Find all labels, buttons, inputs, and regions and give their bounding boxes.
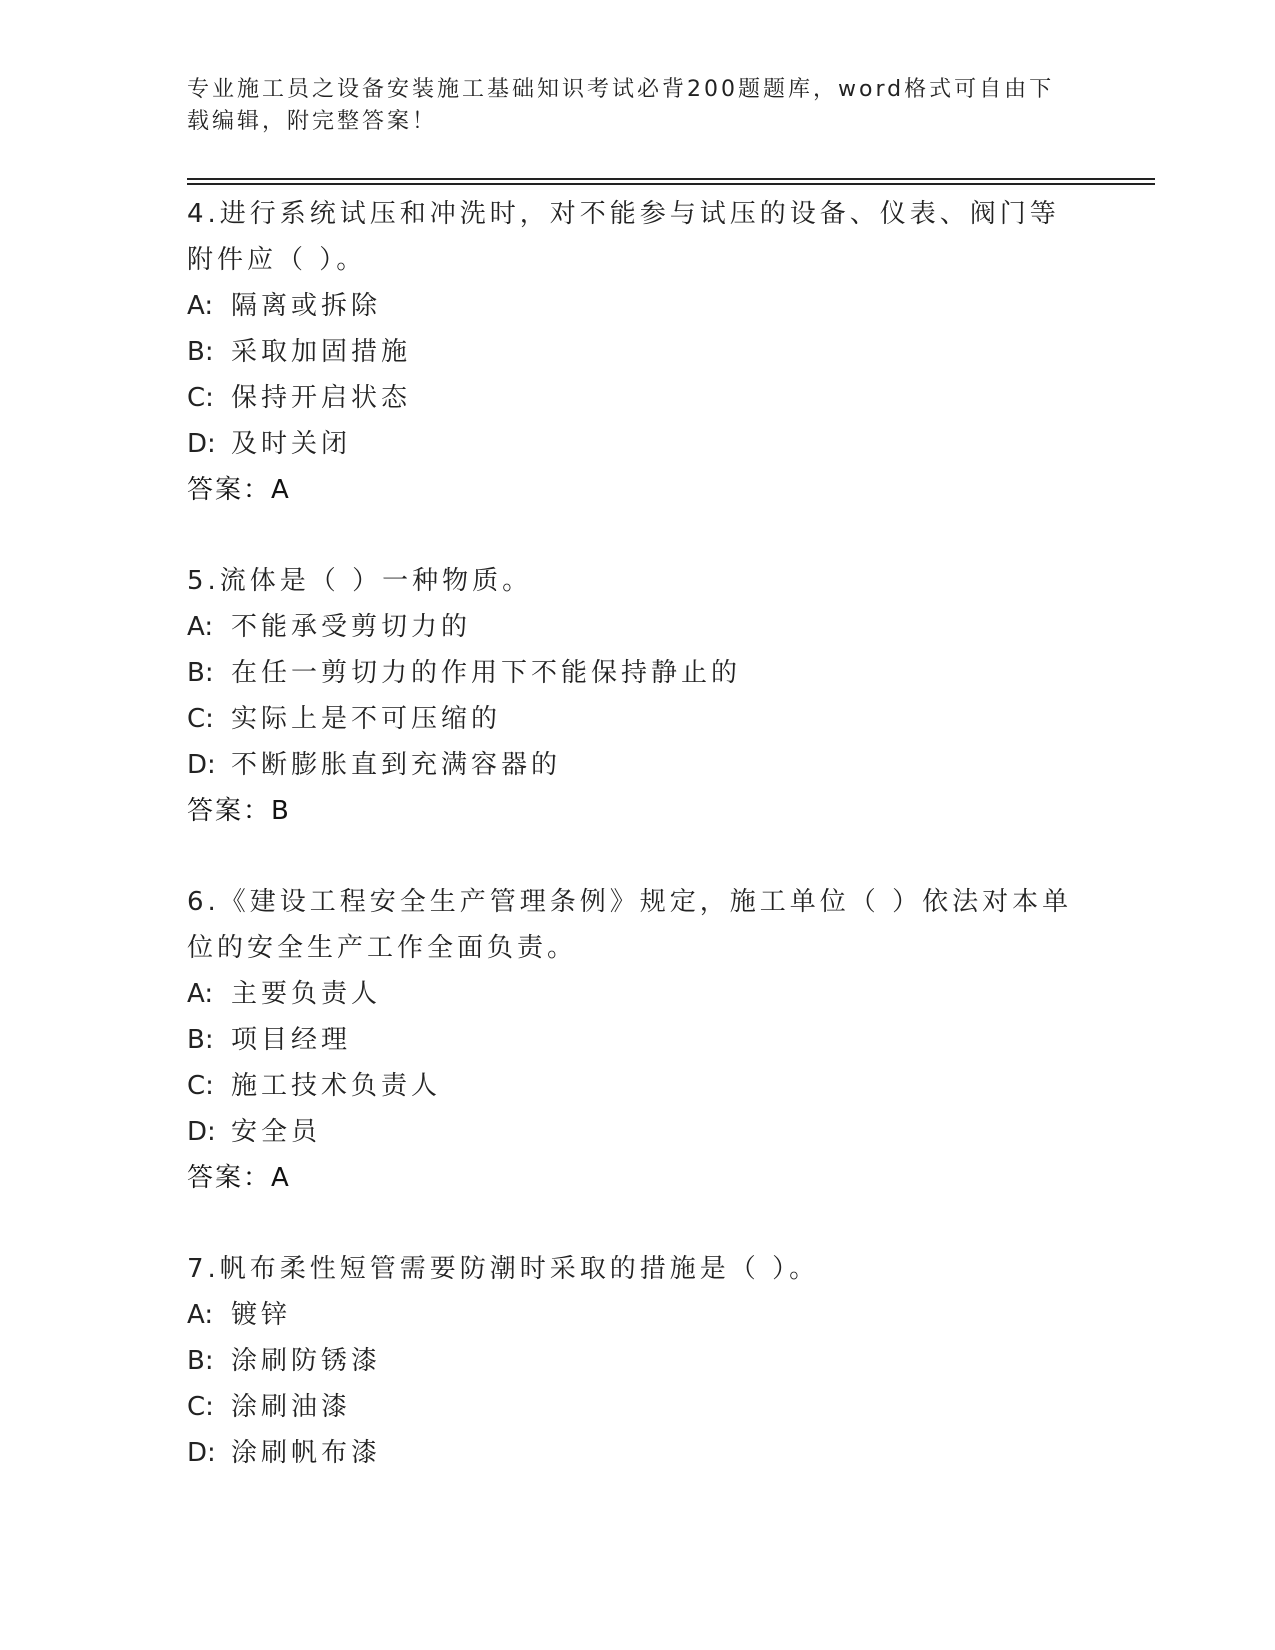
- option-text: 涂刷油漆: [231, 1392, 352, 1422]
- option-text: 镀锌: [231, 1300, 292, 1330]
- option-b: [187, 329, 1087, 375]
- option-letter: C:: [187, 383, 214, 413]
- option-d: [187, 742, 1087, 788]
- option-letter: C:: [187, 1071, 214, 1101]
- question-6: [187, 879, 1087, 1201]
- option-letter: A:: [187, 612, 214, 642]
- answer-line: 答案：B: [187, 796, 291, 826]
- option-letter: A:: [187, 979, 214, 1009]
- option-c: [187, 1063, 1087, 1109]
- option-c: [187, 1384, 1087, 1430]
- question-stem: 7.帆布柔性短管需要防潮时采取的措施是（ ）。: [187, 1254, 820, 1284]
- option-letter: D:: [187, 1117, 216, 1147]
- option-b: [187, 650, 1087, 696]
- option-letter: B:: [187, 1025, 214, 1055]
- question-stem: 4.进行系统试压和冲洗时，对不能参与试压的设备、仪表、阀门等附件应（ ）。: [187, 199, 1060, 275]
- option-c: [187, 696, 1087, 742]
- option-text: 项目经理: [231, 1025, 352, 1055]
- question-list: [187, 191, 1087, 1521]
- option-a: [187, 971, 1087, 1017]
- header-divider-top: [187, 178, 1155, 180]
- option-text: 不断膨胀直到充满容器的: [231, 750, 562, 780]
- option-c: [187, 375, 1087, 421]
- option-b: [187, 1338, 1087, 1384]
- option-text: 实际上是不可压缩的: [231, 704, 502, 734]
- option-text: 主要负责人: [231, 979, 382, 1009]
- option-letter: B:: [187, 337, 214, 367]
- option-letter: A:: [187, 291, 214, 321]
- document-header: 专业施工员之设备安装施工基础知识考试必背200题题库，word格式可自由下载编辑，附完整答案！: [187, 77, 1055, 134]
- option-letter: B:: [187, 658, 214, 688]
- option-d: [187, 421, 1087, 467]
- header-divider-bottom: [187, 183, 1155, 185]
- option-text: 涂刷帆布漆: [231, 1438, 382, 1468]
- option-letter: D:: [187, 750, 216, 780]
- option-letter: A:: [187, 1300, 214, 1330]
- option-d: [187, 1430, 1087, 1476]
- option-text: 在任一剪切力的作用下不能保持静止的: [231, 658, 742, 688]
- option-text: 采取加固措施: [231, 337, 412, 367]
- answer-line: 答案：A: [187, 1163, 291, 1193]
- option-text: 及时关闭: [231, 429, 352, 459]
- question-7: [187, 1246, 1087, 1476]
- option-d: [187, 1109, 1087, 1155]
- option-letter: C:: [187, 704, 214, 734]
- option-letter: C:: [187, 1392, 214, 1422]
- option-a: [187, 1292, 1087, 1338]
- option-b: [187, 1017, 1087, 1063]
- option-letter: B:: [187, 1346, 214, 1376]
- option-text: 施工技术负责人: [231, 1071, 442, 1101]
- question-4: [187, 191, 1087, 513]
- option-text: 安全员: [231, 1117, 322, 1147]
- option-text: 不能承受剪切力的: [231, 612, 472, 642]
- answer-line: 答案：A: [187, 475, 291, 505]
- question-stem: 6.《建设工程安全生产管理条例》规定，施工单位（ ）依法对本单位的安全生产工作全面负责。: [187, 887, 1073, 963]
- option-a: [187, 283, 1087, 329]
- option-text: 隔离或拆除: [231, 291, 382, 321]
- option-letter: D:: [187, 1438, 216, 1468]
- option-a: [187, 604, 1087, 650]
- option-text: 保持开启状态: [231, 383, 412, 413]
- question-5: [187, 558, 1087, 834]
- question-stem: 5.流体是（ ）一种物质。: [187, 566, 533, 596]
- option-text: 涂刷防锈漆: [231, 1346, 382, 1376]
- option-letter: D:: [187, 429, 216, 459]
